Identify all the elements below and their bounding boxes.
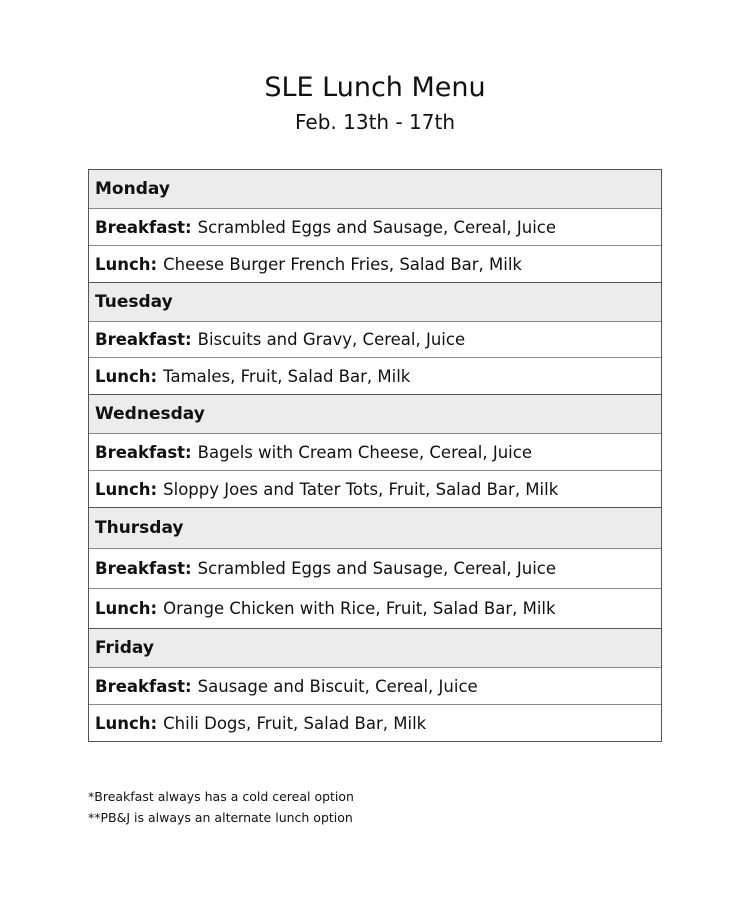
footnote: **PB&J is always an alternate lunch option	[88, 810, 353, 825]
breakfast-label: Breakfast:	[95, 559, 192, 578]
lunch-items: Sloppy Joes and Tater Tots, Fruit, Salad Bar, Milk	[163, 479, 559, 499]
lunch-label: Lunch:	[95, 254, 158, 274]
breakfast-row	[89, 667, 661, 704]
day-header: Wednesday	[89, 394, 661, 433]
breakfast-items: Scrambled Eggs and Sausage, Cereal, Juice	[197, 559, 557, 578]
breakfast-items: Sausage and Biscuit, Cereal, Juice	[197, 676, 478, 696]
lunch-row	[89, 357, 661, 394]
breakfast-row	[89, 548, 661, 588]
lunch-row	[89, 704, 661, 741]
breakfast-items: Bagels with Cream Cheese, Cereal, Juice	[197, 442, 532, 462]
lunch-label: Lunch:	[95, 599, 158, 618]
day-header: Tuesday	[89, 282, 661, 321]
lunch-items: Tamales, Fruit, Salad Bar, Milk	[163, 366, 411, 386]
lunch-row	[89, 588, 661, 628]
breakfast-items: Biscuits and Gravy, Cereal, Juice	[197, 330, 466, 349]
breakfast-label: Breakfast:	[95, 217, 192, 237]
date-range: Feb. 13th - 17th	[295, 110, 455, 134]
breakfast-row	[89, 208, 661, 245]
day-header: Monday	[89, 170, 661, 208]
footnote: *Breakfast always has a cold cereal option	[88, 789, 354, 804]
lunch-items: Cheese Burger French Fries, Salad Bar, Milk	[163, 254, 522, 274]
lunch-items: Orange Chicken with Rice, Fruit, Salad Bar, Milk	[163, 599, 556, 618]
footnotes	[88, 786, 354, 828]
day-header: Thursday	[89, 507, 661, 548]
breakfast-row	[89, 321, 661, 357]
breakfast-label: Breakfast:	[95, 442, 192, 462]
lunch-items: Chili Dogs, Fruit, Salad Bar, Milk	[163, 713, 427, 733]
lunch-row	[89, 245, 661, 282]
page-title: SLE Lunch Menu	[264, 72, 486, 103]
breakfast-label: Breakfast:	[95, 676, 192, 696]
lunch-label: Lunch:	[95, 366, 158, 386]
lunch-label: Lunch:	[95, 479, 158, 499]
breakfast-label: Breakfast:	[95, 330, 192, 349]
day-header: Friday	[89, 628, 661, 667]
lunch-row	[89, 470, 661, 507]
lunch-label: Lunch:	[95, 713, 158, 733]
menu-table	[88, 169, 662, 742]
breakfast-items: Scrambled Eggs and Sausage, Cereal, Juice	[197, 217, 557, 237]
breakfast-row	[89, 433, 661, 470]
